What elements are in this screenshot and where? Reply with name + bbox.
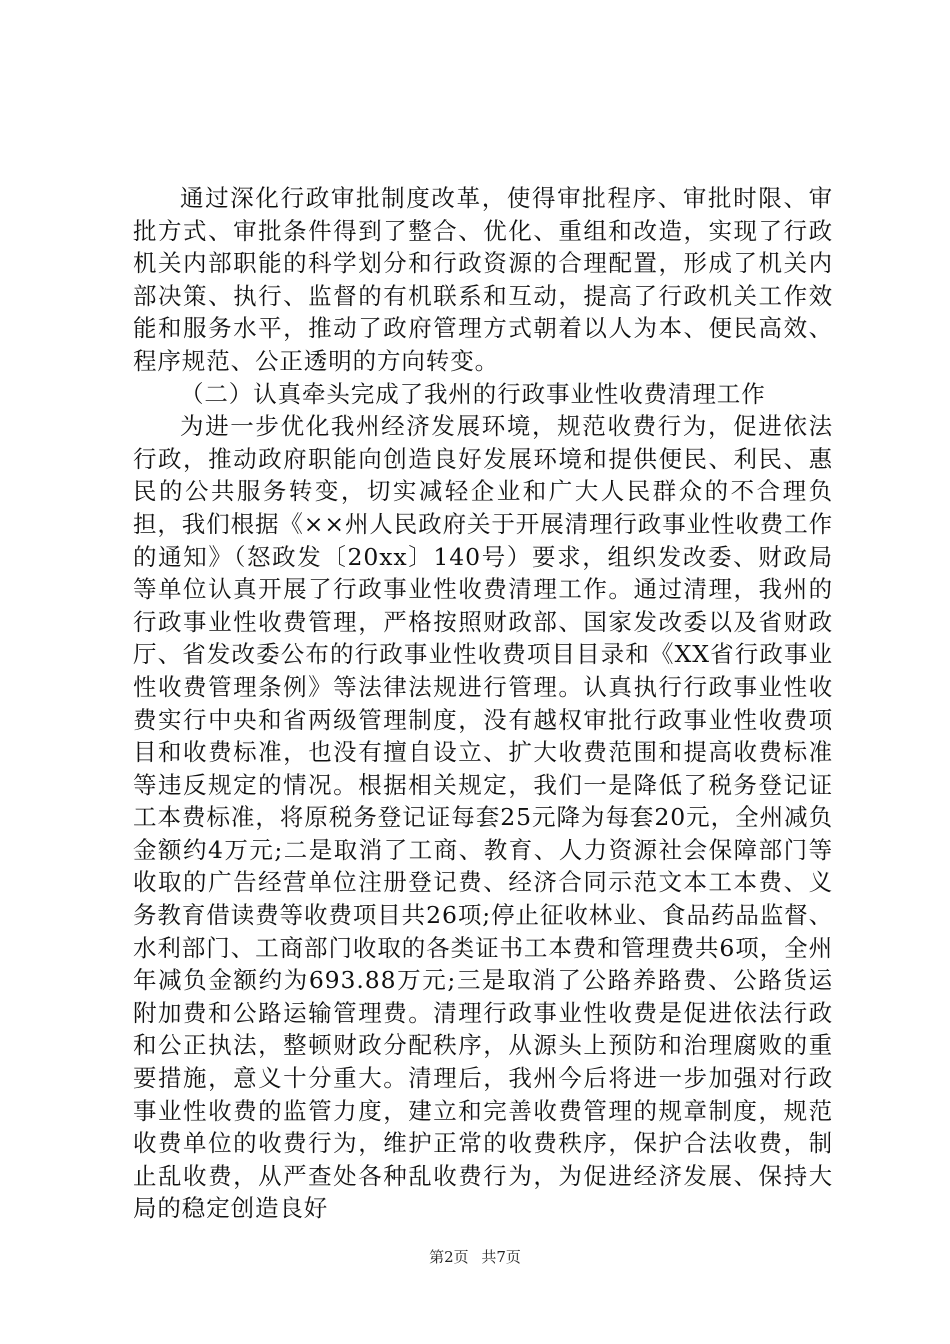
section-heading: （二）认真牵头完成了我州的行政事业性收费清理工作 xyxy=(180,379,766,408)
body-paragraph: 为进一步优化我州经济发展环境，规范收费行为，促进依法行政，推动政府职能向创造良好发展环境和提供便民、利民、惠民的公共服务转变，切实减轻企业和广大人民群众的不合理负担，我们根据《××州人民政府关于开展清理行政事业性收费工作的通知》（怒政发〔20xx〕140号）要求，组织发改委、财政局等单位认真开展了行政事业性收费清理工作。通过清理，我州的行政事业性收费管理，严格按照财政部、国家发改委以及省财政厅、省发改委公布的行政事业性收费项目目录和《XX省行政事业性收费管理条例》等法律法规进行管理。认真执行行政事业性收费实行中央和省两级管理制度，没有越权审批行政事业性收费项目和收费标准，也没有擅自设立、扩大收费范围和提高收费标准等违反规定的情况。根据相关规定，我们一是降低了税务登记证工本费标准，将原税务登记证每套25元降为每套20元，全州减负金额约4万元;二是取消了工商、教育、人力资源社会保障部门等收取的广告经营单位注册登记费、经济合同示范文本工本费、义务教育借读费等收费项目共26项;停止征收林业、食品药品监督、水利部门、工商部门收取的各类证书工本费和管理费共6项，全州年减负金额约为693.88万元;三是取消了公路养路费、公路货运附加费和公路运输管理费。清理行政事业性收费是促进依法行政和公正执法，整顿财政分配秩序，从源头上预防和治理腐败的重要措施，意义十分重大。清理后，我州今后将进一步加强对行政事业性收费的监管力度，建立和完善收费管理的规章制度，规范收费单位的收费行为，维护正常的收费秩序，保护合法收费，制止乱收费，从严查处各种乱收费行为，为促进经济发展、保持大局的稳定创造良好 xyxy=(133,412,833,1223)
page-footer xyxy=(0,1247,950,1267)
page-number: 第2页 xyxy=(429,1248,469,1266)
body-paragraph: 通过深化行政审批制度改革，使得审批程序、审批时限、审批方式、审批条件得到了整合、优化、重组和改造，实现了行政机关内部职能的科学划分和行政资源的合理配置，形成了机关内部决策、执行、监督的有机联系和互动，提高了行政机关工作效能和服务水平，推动了政府管理方式朝着以人为本、便民高效、程序规范、公正透明的方向转变。 xyxy=(133,184,833,375)
page-total: 共7页 xyxy=(481,1248,521,1266)
document-body xyxy=(133,182,833,1225)
